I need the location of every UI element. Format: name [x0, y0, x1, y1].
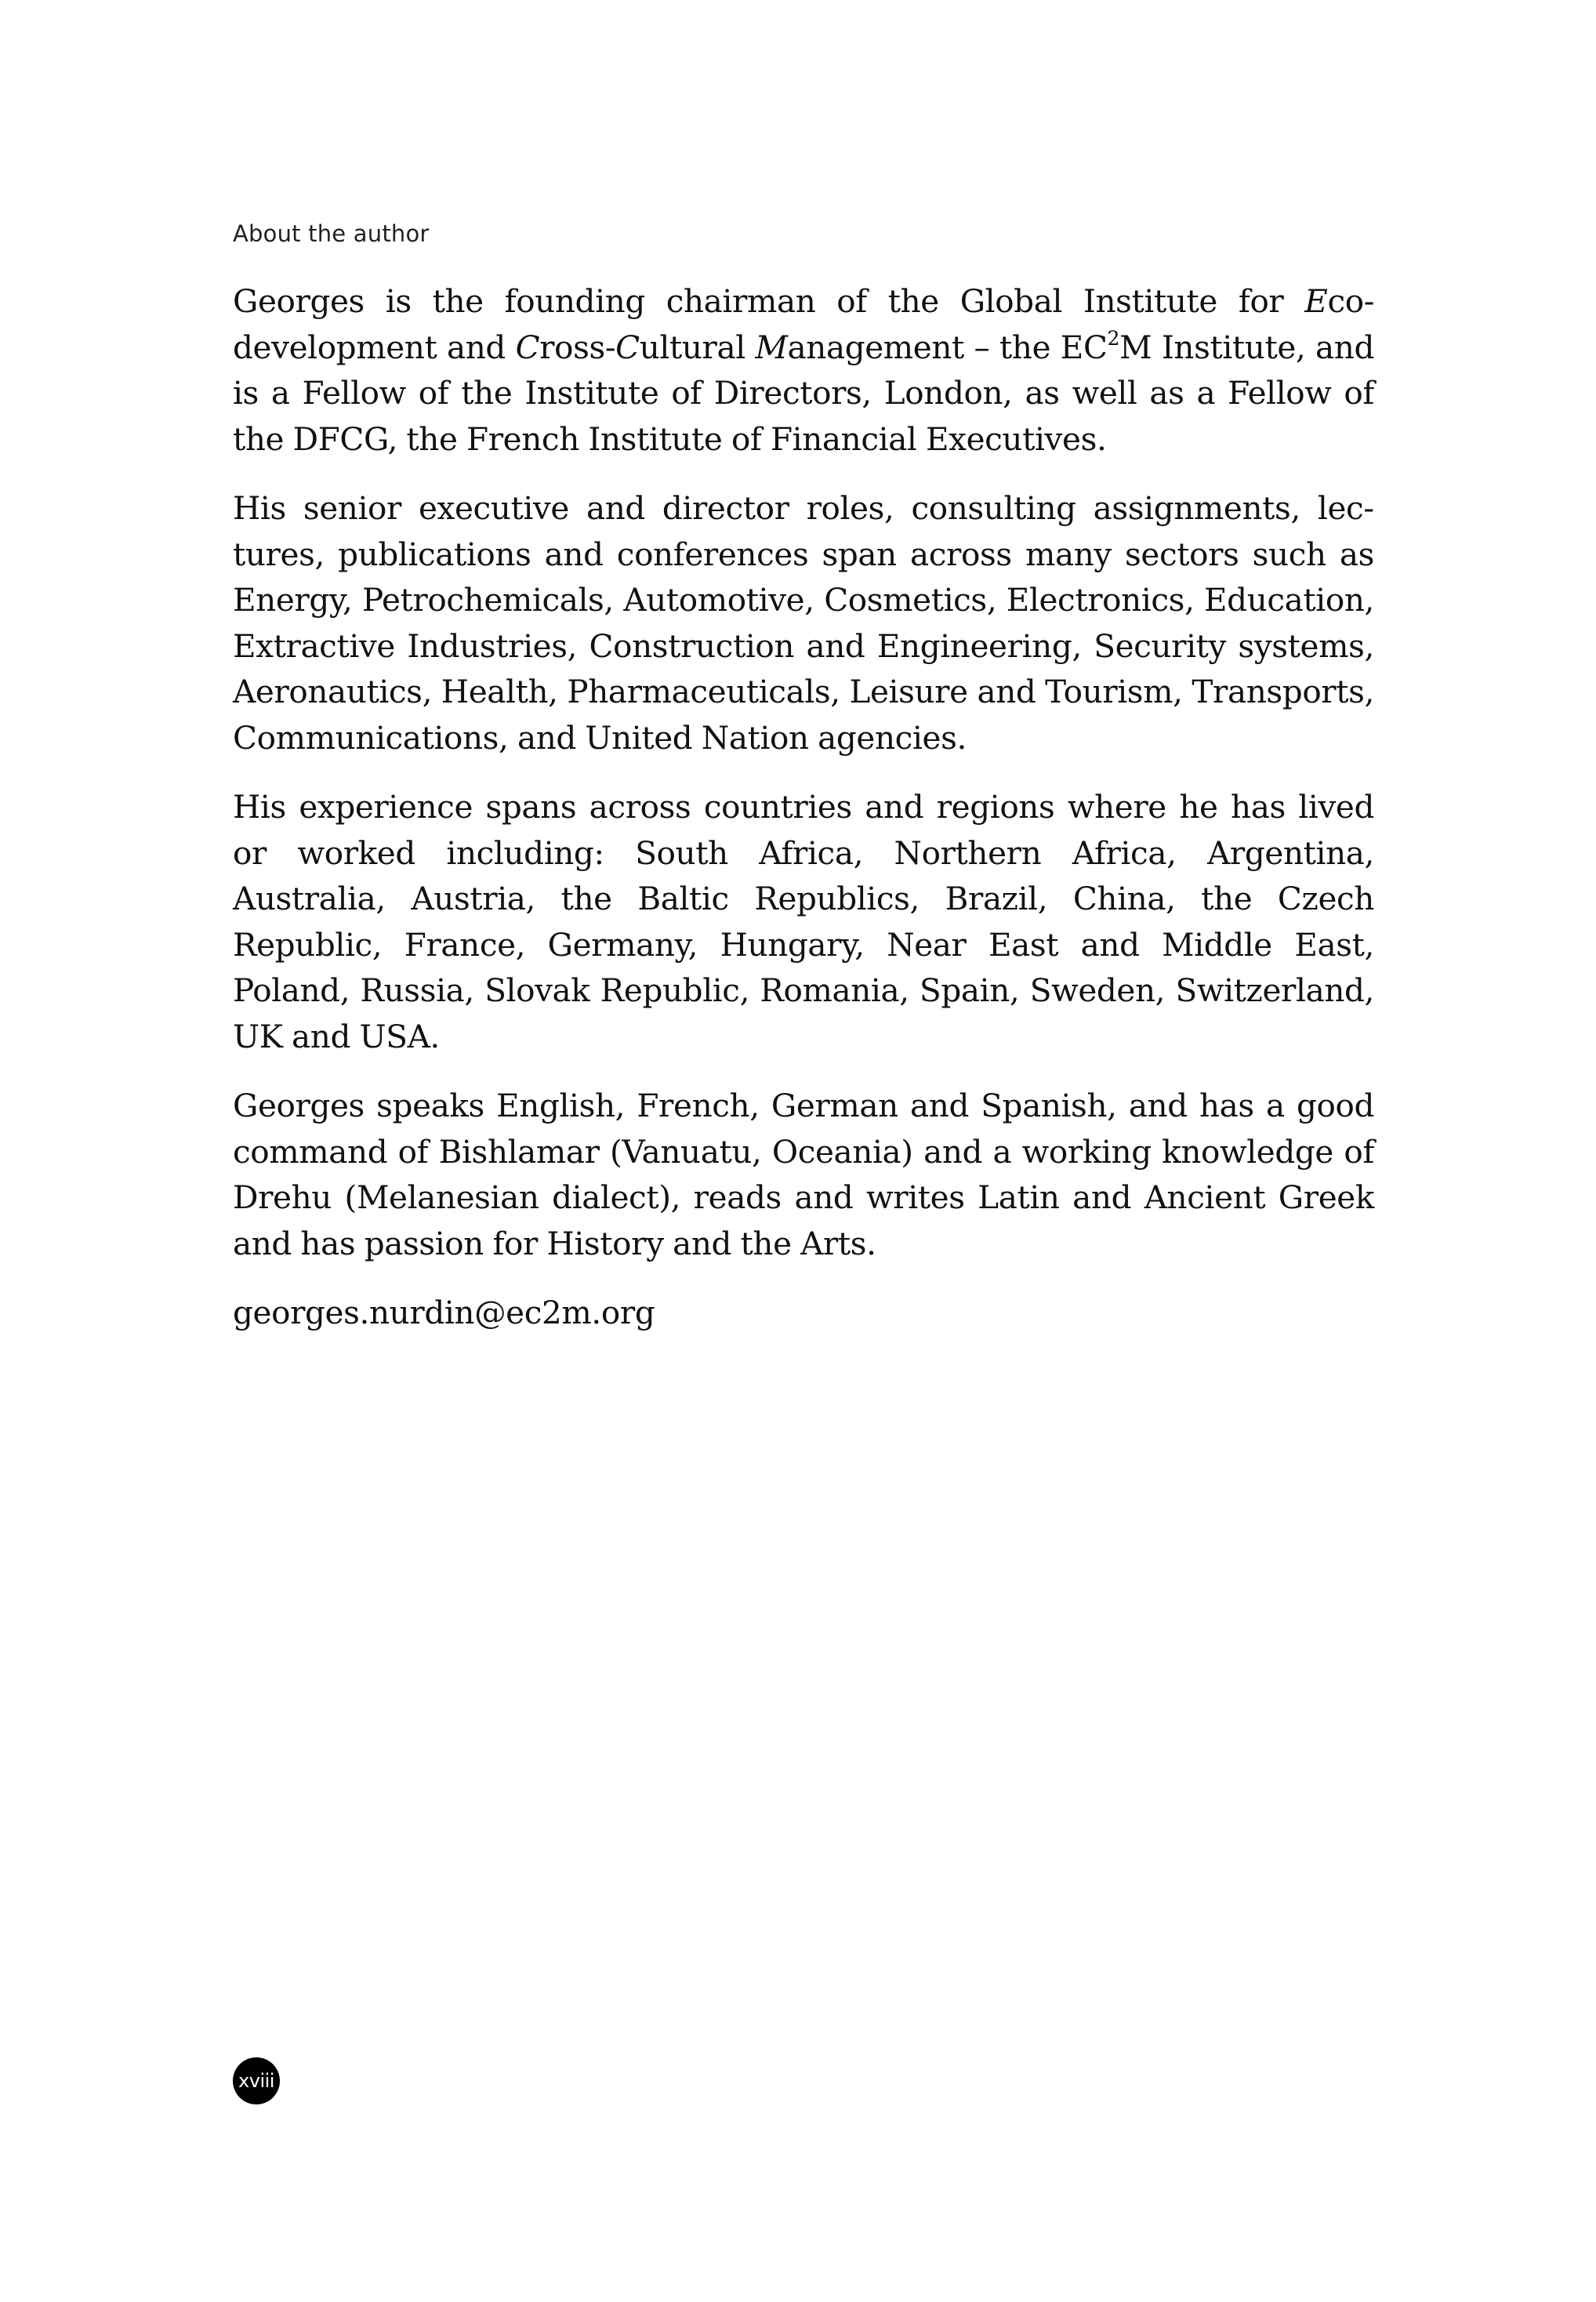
bio-text-segment: M Institute, and is a Fellow of the Institute of Directors, London, as well as a Fellow of the DFCG, the French Institute of Financial Executives. [233, 328, 1374, 458]
bio-text-segment: co-development and [233, 282, 1374, 366]
bio-paragraph-sectors: His senior executive and director roles, consulting assignments, lectures, publications and conferences span across many sectors such as Energy, Petrochemicals, Automotive, Cosmetics, Electronics, Education, Extractive Industries, Construction and Engineering, Security systems, Aeronautics, Health, Pharmaceuticals, Leisure and Tourism, Transports, Communications, and United Nation agencies. [233, 489, 1374, 757]
bio-text-segment: Georges is the founding chairman of the Global Institute for [233, 282, 1305, 320]
superscript-two: 2 [1107, 326, 1120, 350]
running-header: About the author [233, 220, 430, 247]
bio-text-segment: anagement – the EC [787, 328, 1108, 366]
bio-italic-letter: C [515, 328, 540, 366]
bio-text-segment: ross- [539, 328, 616, 366]
bio-italic-letter: M [755, 328, 788, 366]
bio-paragraph-countries: His experience spans across countries and regions where he has lived or worked including: South Africa, Northern Africa, Argentina, Australia, Austria, the Baltic Republics, Brazil, China, the Czech Republic, France, Germany, Hungary, Near East and Middle East, Poland, Russia, Slovak Republic, Romania, Spain, Sweden, Switzerland, UK and USA. [233, 788, 1374, 1055]
bio-paragraph-languages: Georges speaks English, French, German and Spanish, and has a good command of Bishlamar (Vanuatu, Oceania) and a working knowledge of Drehu (Melanesian dialect), reads and writes Latin and Ancient Greek and has passion for History and the Arts. [233, 1087, 1374, 1262]
author-bio [233, 278, 1374, 1336]
page-number-badge: xviii [233, 2057, 280, 2104]
author-email-link[interactable]: georges.nurdin@ec2m.org [233, 1294, 655, 1331]
bio-text-segment: ultural [639, 328, 756, 366]
bio-paragraph-institute [233, 278, 1374, 462]
bio-italic-letter: C [615, 328, 640, 366]
bio-italic-letter: E [1304, 282, 1328, 320]
